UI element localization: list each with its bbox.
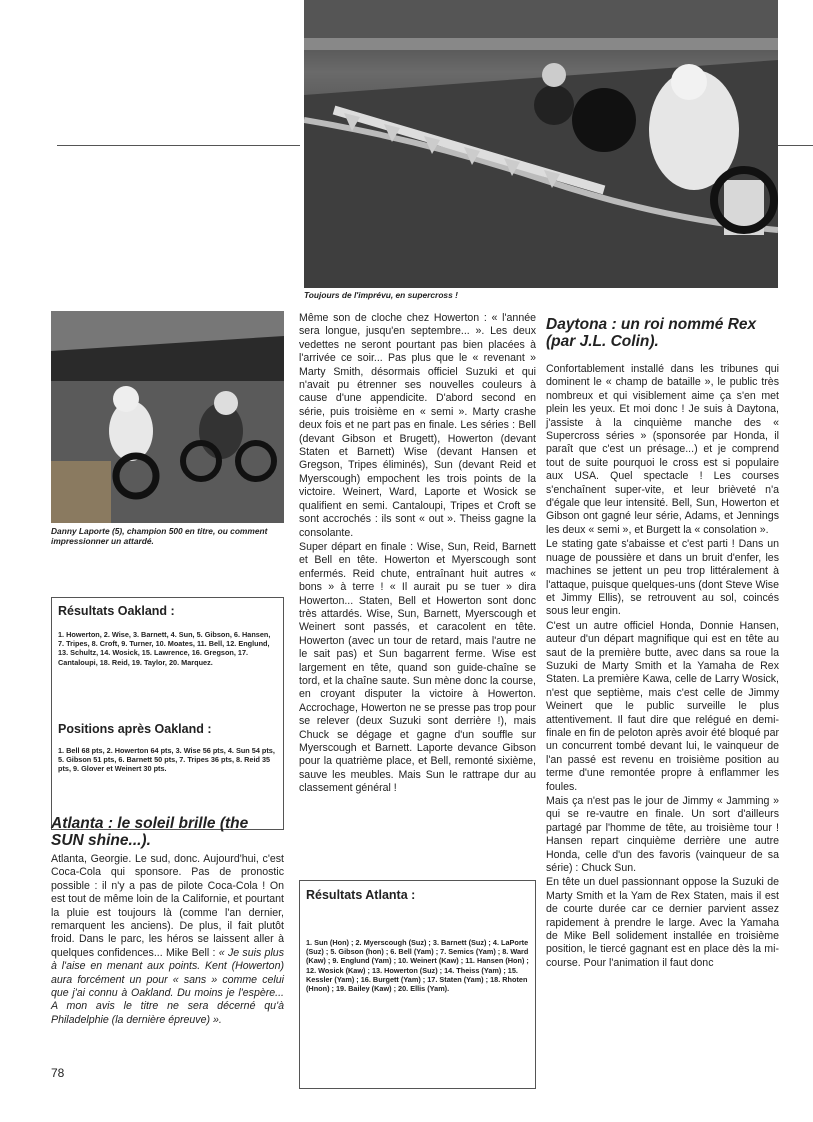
right-paragraph-4: Mais ça n'est pas le jour de Jimmy « Jamming » qui se re-vautre en finale. Un sort d'ailleurs partagé par l'homme de tête, au troisième tour ! Hansen repart cinquième derrière une autre Honda, celle d'un des favoris (vainqueur de sa série) : Chuck Sun.	[546, 795, 779, 875]
top-photo-caption: Toujours de l'imprévu, en supercross !	[304, 290, 458, 300]
right-paragraph-1: Confortablement installé dans les tribunes qui dominent le « champ de bataille », le public très nombreux et qui visiblement aime ça s'en met plein les yeux. Et moi donc ! Je suis à Daytona, j'assiste à la cinquième manche des « Supercross séries » (sponsorée par Honda, il paraît que c'est un présage...) et je comprend tout de suite pourquoi le cross est si populaire aux USA. Quel spectacle ! Les courses s'enchaînent super-vite, et leur brièveté n'a d'égale que leur intensité. Bell, Sun, Howerton et Gibson ont gagné leur série, Adams, et Jennings les deux « semi », et Burgett la « consolation ».	[546, 363, 779, 536]
right-paragraph-5: En tête un duel passionnant oppose la Suzuki de Marty Smith et la Yam de Rex Staten, mais il est de courte durée car ce dernier parvient assez rapidement à prendre le large. Avec la Yamaha de Mike Bell solidement installée en troisième position, le tiercé gagnant est en place dès la mi-course. Pour l'animation il faut donc	[546, 876, 779, 969]
middle-paragraph-2: Super départ en finale : Wise, Sun, Reid, Barnett et Bell en tête. Howerton et Myerscough sont enfermés. Reid chute, entraînant huit autres « bons » à terre ! « Il aurait pu se tuer » dira Howerton... Staten, Bell et Howerton sont donc très attardés. Wise, Sun, Barnett, Myerscough et Weinert sont passés, et caracolent en tête. Howerton (avec un tour de retard, mais l'autre ne le sait pas) et Sun bagarrent ferme. Wise est largement en tête, quand son guide-chaîne se tord, et la chaîne saute. Sun mène donc la course, en croyant disputer la victoire à Howerton. Accrochage, Howerton ne se presse pas trop pour se relever (deux Suzuki sont derrière !), mais Chuck se dégage et gagne d'un souffle sur Myerscough et Barnett. Laporte devance Gibson pour la quatrième place, et Bell, remonté sixième, sauve les meubles. Mais Sun le rattrape dur au classement général !	[299, 540, 536, 795]
atlanta-results-title: Résultats Atlanta :	[306, 888, 416, 902]
atlanta-results-list: 1. Sun (Hon) ; 2. Myerscough (Suz) ; 3. Barnett (Suz) ; 4. LaPorte (Suz) ; 5. Gibson (hon) ; 6. Bell (Yam) ; 7. Semics (Yam) ; 8. Ward (Kaw) ; 9. Englund (Yam) ; 10. Weinert (Kaw) ; 11. Hansen (Hon) ; 12. Wosick (Kaw) ; 13. Howerton (Suz) ; 14. Theiss (Yam) ; 15. Kessler (Yam) ; 16. Burgett (Yam) ; 17. Staten (Yam) ; 18. Rhoten (Hnon) ; 19. Bailey (Kaw) ; 20. Ellis (Yam).	[306, 938, 529, 994]
middle-column	[299, 312, 536, 797]
daytona-heading: Daytona : un roi nommé Rex (par J.L. Colin).	[546, 316, 757, 350]
atlanta-heading: Atlanta : le soleil brille (the SUN shine...).	[51, 815, 249, 849]
positions-title: Positions après Oakland :	[58, 722, 212, 736]
left-photo-caption: Danny Laporte (5), champion 500 en titre, ou comment impressionner un attardé.	[51, 526, 268, 546]
right-column	[546, 363, 779, 971]
oakland-results-title: Résultats Oakland :	[58, 604, 175, 618]
left-laporte-photo	[51, 311, 284, 523]
atlanta-paragraph: Atlanta, Georgie. Le sud, donc. Aujourd'hui, c'est Coca-Cola qui sponsore. Pas de pronostic possible : il n'y a pas de pilote Coca-Cola ! On est tout de même loin de la Californie, et pourtant la pluie est toujours là (comme l'an dernier, remarquent les anciens). De plus, il fait plutôt froid. Dans le parc, les héros se laissent aller à quelques confidences... Mike Bell :	[51, 853, 284, 959]
right-paragraph-2: Le stating gate s'abaisse et c'est parti ! Dans un nuage de poussière et dans un bruit d'enfer, les machines se jettent un peu trop littéralement à l'attaque, puisque quelques-uns (dont Steve Wise et Jimmy Ellis), se retrouvent au sol, coincés sous leur engin.	[546, 538, 779, 618]
oakland-results-box	[51, 597, 284, 830]
atlanta-quote: « Je suis plus à l'aise en menant aux points. Kent (Howerton) aura forcément un pour « sans » comme celui que j'ai connu à Oakland. Du moins je l'espère... A mon avis le titre ne sera décerné qu'à Philadelphie (la dernière épreuve) ».	[51, 946, 284, 1026]
oakland-results-list: 1. Howerton, 2. Wise, 3. Barnett, 4. Sun, 5. Gibson, 6. Hansen, 7. Tripes, 8. Croft, 9. Turner, 10. Moates, 11. Bell, 12. Englund, 13. Schultz, 14. Wosick, 15. Lawrence, 16. Gregson, 17. Cantaloupi, 18. Reid, 19. Taylor, 20. Marquez.	[58, 630, 271, 667]
atlanta-results-box	[299, 880, 536, 1089]
right-paragraph-3: C'est un autre officiel Honda, Donnie Hansen, auteur d'un départ magnifique qui est en tête au saut de la première butte, avec dans sa roue la Suzuki de Marty Smith et la Yamaha de Rex Staten. La première Kawa, celle de Larry Wosick, n'est que septième, mais c'est celle de Jimmy Weinert que le public surveille le plus attentivement. Il faut dire que relégué en demi-finale en fin de peloton après avoir été bloqué par un concurrent tombé devant lui, le vainqueur de l'an passé est revenu en troisième position au terme d'une remontée propre à enflammer les foules.	[546, 619, 779, 793]
atlanta-text	[51, 853, 284, 1028]
top-right-rule	[778, 145, 813, 146]
top-supercross-photo	[304, 0, 778, 288]
middle-paragraph-1: Même son de cloche chez Howerton : « l'année sera longue, jusqu'en septembre... ». Les deux vedettes ne seront pourtant pas bien placées à l'arrivée ce soir... Pas plus que le « revenant » Marty Smith, désormais officiel Suzuki et qui n'avait pu étrenner ses nouvelles couleurs à cause d'une appendicite. D'abord second en série, puis troisième en « semi ». Marty crashe deux fois et ne part pas en finale. Les séries : Bell (devant Gibson et Brugett), Howerton (devant Staten et Barnett) Wise (devant Hansen et Gregson, Tripes éliminés), Sun (devant Reid et Myerscough) empochent les trois points de la victoire. Weinert, Ward, Laporte et Wosick se qualifient en semi. Cantaloupi, Tripes et Croft se sont accrochés : ils sont « out ». Theiss gagne la consolante.	[299, 312, 536, 539]
page-number: 78	[51, 1066, 65, 1080]
top-left-rule	[57, 145, 300, 146]
positions-list: 1. Bell 68 pts, 2. Howerton 64 pts, 3. Wise 56 pts, 4. Sun 54 pts, 5. Gibson 51 pts, 6. Barnett 50 pts, 7. Tripes 36 pts, 8. Reid 35 pts, 9. Glover et Weinert 30 pts.	[58, 746, 275, 774]
